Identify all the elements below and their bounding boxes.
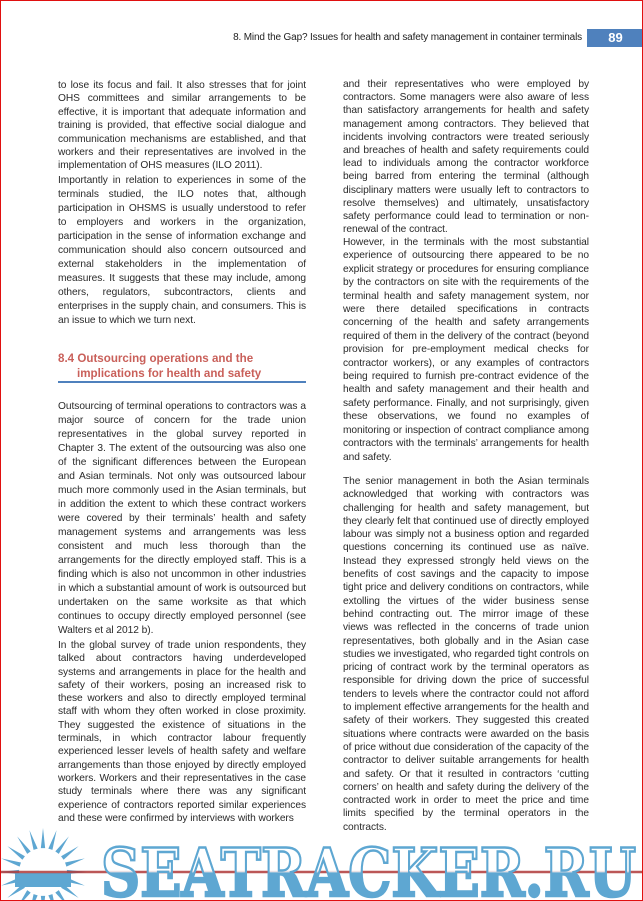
heading-underline xyxy=(58,381,306,383)
sun-ray xyxy=(55,890,69,901)
page-number: 89 xyxy=(587,29,643,47)
left-paragraph-1: to lose its focus and fail. It also stresses that for joint OHS committees and similar arrangements to be effective, it is important that adequate information and training is provided, that effective social dialogue and communication mechanisms are established, and that workers and their representatives are involved in the implementation of OHS measures (ILO 2011). xyxy=(58,80,306,172)
section-heading-line-1: 8.4 Outsourcing operations and the xyxy=(58,352,254,365)
right-paragraph-1: and their representatives who were employed by contractors. Some managers were also aware of less than satisfactory arrangements for health and safety management among contractors. They believed that incidents involving contractors were treated seriously and breaches of health and safety requirements could lead to individuals among the contractor workforce being barred from entering the terminal (although disciplinary matters were usually left to contractors to resolve themselves) and ultimately, unsatisfactory safety performance could lead to termination or non-renewal of the contract. xyxy=(343,79,589,236)
running-header-title: 8. Mind the Gap? Issues for health and safety management in container terminals xyxy=(233,32,582,43)
sun-ray xyxy=(65,858,85,866)
sun-ray xyxy=(17,836,31,854)
sun-ray xyxy=(29,830,37,850)
sun-ray xyxy=(48,894,56,901)
seatracker-watermark xyxy=(1,826,643,901)
left-paragraph-3: Outsourcing of terminal operations to contractors was a major source of concern for the trade union representatives in the global survey reported in Chapter 3. The extent of the outsourcing was also one of the significant differences between the European and Asian terminals. Not only was outsourced labour much more commonly used in the Asian terminals, but in addition the extent to which these contract workers were covered by their terminals’ health and safety management systems and arrangements was less consistent and much less thorough than the arrangements for the directly employed staff. This is a finding which is also not uncommon in other industries in which a substantial amount of work is outsourced but undertaken on the same worksite as that which continues to occupy directly employed personnel (see Walters et al 2012 b). xyxy=(58,401,306,636)
sun-ray xyxy=(7,846,25,860)
section-heading-line-2: implications for health and safety xyxy=(77,366,262,380)
right-paragraph-2: However, in the terminals with the most substantial experience of outsourcing there appeared to be no explicit strategy or procedures for ensuring compliance by the contractors on site with the requirements of the terminal health and safety management system, nor were there detailed specifications in contracts concerning of the health and safety arrangements required of them in the delivery of the contract (beyond provision for pre-employment medical checks for contractor workers), or any examples of contractors being required to furnish pre-contract evidence of the health and safety management and their health and safety performance. Finally, and not surprisingly, given these observations, we found no examples of monitoring or inspection of contract compliance among contractors with the terminals’ arrangements for health and safety. xyxy=(343,237,589,463)
sun-logo-icon xyxy=(1,828,87,901)
sun-ray xyxy=(41,896,45,901)
right-paragraph-3: The senior management in both the Asian terminals acknowledged that working with contractors was challenging for health and safety management, but they clearly felt that continued use of directly employed labour was simply not a business option and regarded questions concerning its continued use as naïve. Instead they expressed strongly held views on the benefits of cost savings and the capacity to impose tight price and delivery conditions on contractors, while extolling the virtues of the wider business sense behind contracting out. The mirror image of these views was reflected in the concerns of trade union representatives, both globally and in the Asian case studies we investigated, who regarded tight controls on pricing of contract work by the terminal operators as responsible for driving down the price of successful tenders to levels where the contractor could not afford to implement effective arrangements for the health and safety of their workers. They suggested this created situations where contracts were awarded on the basis of price without due consideration of the capacity of the contractor to deliver suitable arrangements for health and safety. Or that it resulted in contractors ‘cutting corners’ on health and safety during the delivery of the contracted work in order to meet the price and time limits specified by the terminal operators in the contracts. xyxy=(343,476,589,833)
sun-ray xyxy=(61,846,79,860)
sun-ray xyxy=(17,890,31,901)
sun-ray xyxy=(1,858,21,866)
sun-ray xyxy=(29,894,37,901)
watermark-text: SEATRACKER.RU xyxy=(101,834,636,901)
sun-ray xyxy=(41,828,45,848)
section-heading xyxy=(58,352,305,381)
sun-ray xyxy=(48,830,56,850)
left-paragraph-4: In the global survey of trade union respondents, they talked about contractors having underdeveloped systems and arrangements in place for the health and safety of their workers, posing an increased risk to these workers and also to directly employed terminal staff with whom they often worked in close proximity. They suggested the existence of situations in the terminals, in which contractor labour frequently experienced lesser levels of health safety and welfare arrangements than those enjoyed by directly employed workers. Workers and their representatives in the case study terminals where there was any significant experience of contractors reported similar experiences and these were confirmed by interviews with workers xyxy=(58,640,306,824)
sun-ray xyxy=(55,836,69,854)
left-paragraph-2: Importantly in relation to experiences in some of the terminals studied, the ILO notes that, although participation in OHSMS is usually understood to refer to employers and workers in the organization, participation in the sense of information exchange and communication should also concern outsourced and external stakeholders in the implementation of measures. It suggests that these may include, among others, regulators, subcontractors, clients and enterprises in the supply chain, and consumers. This is an issue to which we turn next. xyxy=(58,175,306,326)
